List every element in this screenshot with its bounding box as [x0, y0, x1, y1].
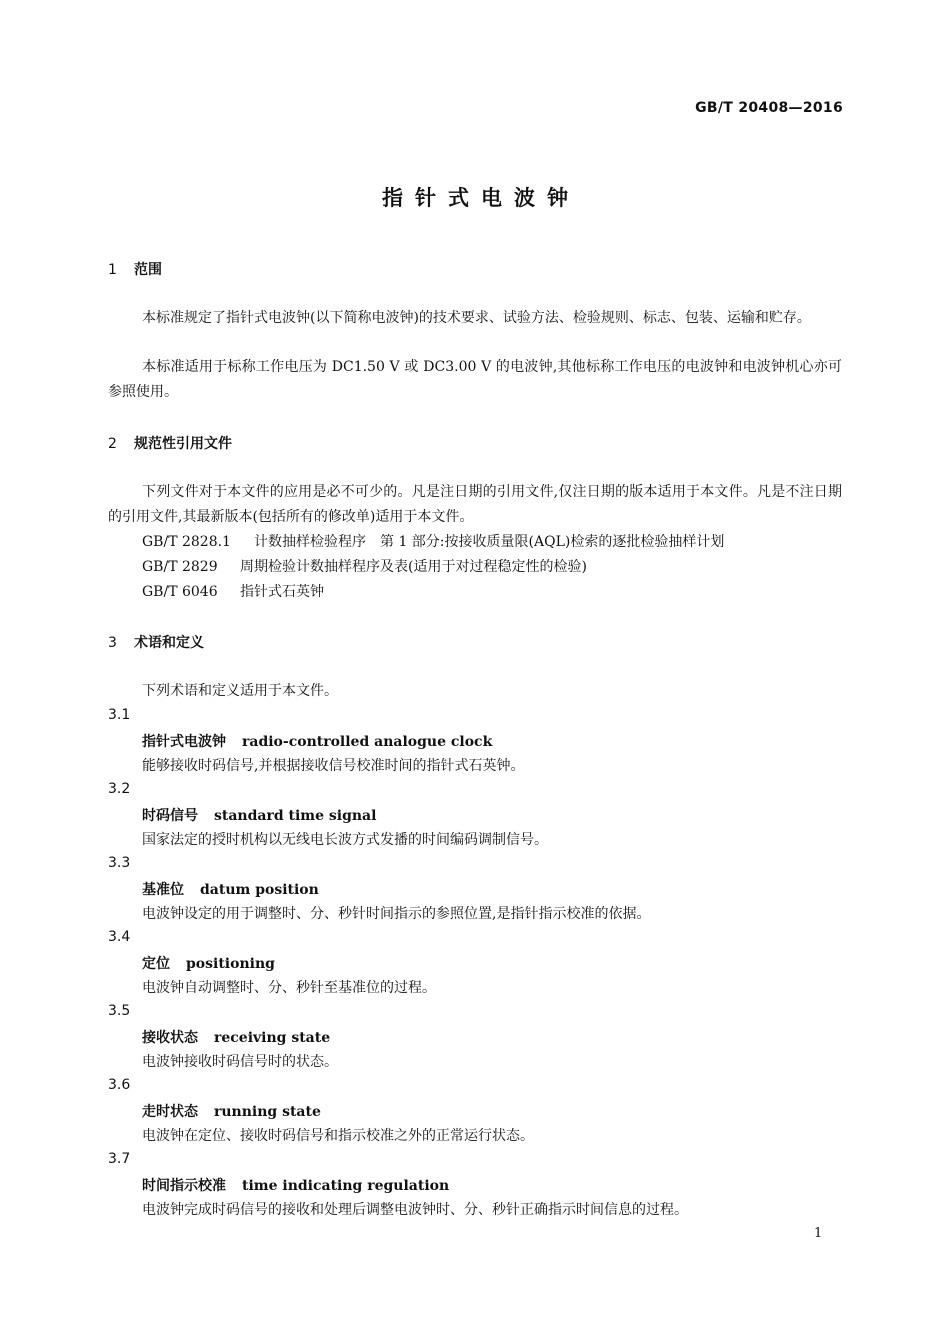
term-definition: 国家法定的授时机构以无线电长波方式发播的时间编码调制信号。	[142, 832, 548, 848]
reference-item	[142, 557, 587, 577]
term-english: standard time signal	[214, 808, 377, 824]
term-chinese: 基准位	[142, 882, 184, 898]
reference-title: 计数抽样检验程序 第 1 部分:按接收质量限(AQL)检索的逐批检验抽样计划	[254, 534, 725, 550]
term-heading	[142, 731, 492, 751]
reference-title: 周期检验计数抽样程序及表(适用于对过程稳定性的检验)	[240, 559, 587, 575]
term-definition: 能够接收时码信号,并根据接收信号校准时间的指针式石英钟。	[142, 758, 525, 774]
term-heading	[142, 1175, 449, 1195]
reference-title: 指针式石英钟	[240, 584, 324, 600]
reference-item	[142, 582, 324, 602]
term-definition: 电波钟设定的用于调整时、分、秒针时间指示的参照位置,是指针指示校准的依据。	[142, 906, 651, 922]
reference-code: GB/T 6046	[142, 584, 218, 600]
term-definition: 电波钟自动调整时、分、秒针至基准位的过程。	[142, 980, 436, 996]
term-english: time indicating regulation	[242, 1178, 450, 1194]
document-title: 指针式电波钟	[382, 186, 580, 210]
term-number: 3.2	[108, 781, 131, 797]
term-heading	[142, 1027, 330, 1047]
section-title: 术语和定义	[134, 635, 204, 651]
reference-code: GB/T 2828.1	[142, 534, 231, 550]
term-english: receiving state	[214, 1030, 331, 1046]
section-heading-terms-and-definitions	[108, 632, 204, 652]
term-heading	[142, 1101, 321, 1121]
terms-intro: 下列术语和定义适用于本文件。	[142, 683, 338, 699]
section-number: 2	[108, 436, 117, 452]
section-number: 3	[108, 635, 117, 651]
page-number: 1	[814, 1226, 823, 1241]
term-number: 3.6	[108, 1077, 131, 1093]
term-number: 3.5	[108, 1003, 131, 1019]
term-chinese: 指针式电波钟	[142, 734, 226, 750]
term-chinese: 定位	[142, 956, 170, 972]
term-chinese: 接收状态	[142, 1030, 198, 1046]
section-heading-scope	[108, 259, 162, 279]
term-number: 3.3	[108, 855, 131, 871]
term-number: 3.4	[108, 929, 131, 945]
term-heading	[142, 879, 319, 899]
term-english: datum position	[200, 882, 319, 898]
term-definition: 电波钟接收时码信号时的状态。	[142, 1054, 338, 1070]
standard-code: GB/T 20408—2016	[695, 100, 843, 116]
term-definition: 电波钟在定位、接收时码信号和指示校准之外的正常运行状态。	[142, 1128, 534, 1144]
section-title: 范围	[134, 262, 162, 278]
term-heading	[142, 953, 275, 973]
paragraph: 下列文件对于本文件的应用是必不可少的。凡是注日期的引用文件,仅注日期的版本适用于本文件。凡是不注日期的引用文件,其最新版本(包括所有的修改单)适用于本文件。	[108, 484, 842, 525]
paragraph: 本标准规定了指针式电波钟(以下简称电波钟)的技术要求、试验方法、检验规则、标志、包装、运输和贮存。	[142, 310, 811, 326]
term-chinese: 时码信号	[142, 808, 198, 824]
term-english: running state	[214, 1104, 321, 1120]
term-definition: 电波钟完成时码信号的接收和处理后调整电波钟时、分、秒针正确指示时间信息的过程。	[142, 1202, 688, 1218]
paragraph: 本标准适用于标称工作电压为 DC1.50 V 或 DC3.00 V 的电波钟,其他标称工作电压的电波钟和电波钟机心亦可参照使用。	[108, 359, 842, 400]
term-number: 3.7	[108, 1151, 131, 1167]
reference-code: GB/T 2829	[142, 559, 218, 575]
term-number: 3.1	[108, 707, 131, 723]
term-english: positioning	[186, 956, 275, 972]
term-chinese: 时间指示校准	[142, 1178, 226, 1194]
term-chinese: 走时状态	[142, 1104, 198, 1120]
term-heading	[142, 805, 376, 825]
section-number: 1	[108, 262, 117, 278]
section-heading-normative-references	[108, 433, 232, 453]
section-title: 规范性引用文件	[134, 436, 232, 452]
term-english: radio-controlled analogue clock	[242, 734, 493, 750]
reference-item	[142, 532, 724, 552]
